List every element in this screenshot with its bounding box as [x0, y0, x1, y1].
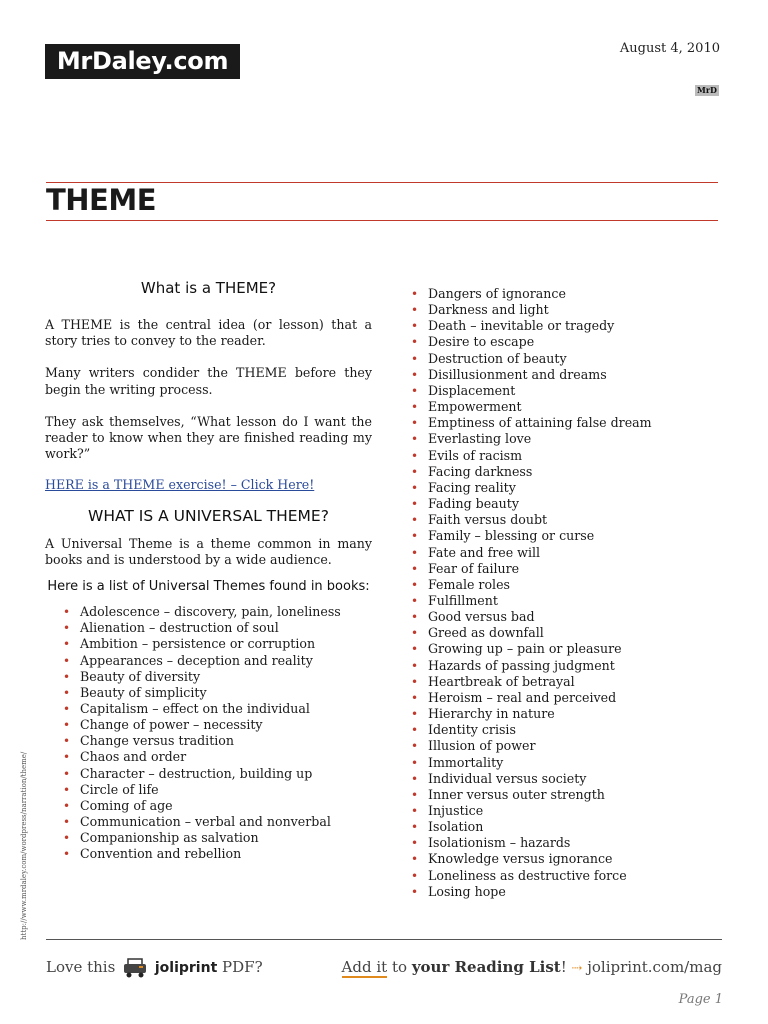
theme-item-text: Appearances – deception and reality	[80, 652, 313, 668]
theme-list-item	[45, 766, 372, 782]
theme-item-text: Growing up – pain or pleasure	[428, 641, 622, 657]
theme-item-text: Beauty of simplicity	[80, 684, 207, 700]
bullet-icon: •	[63, 653, 71, 668]
exclamation-text: !	[560, 958, 567, 976]
theme-item-text: Injustice	[428, 803, 484, 818]
bullet-icon: •	[63, 782, 71, 797]
theme-item-text: Facing darkness	[428, 463, 533, 479]
theme-item-text: Fear of failure	[428, 560, 520, 576]
theme-item-text: Adolescence – discovery, pain, loneliness	[80, 604, 341, 620]
footer-rule	[46, 939, 722, 940]
theme-item-text: Fate and free will	[428, 544, 541, 560]
bullet-icon: •	[411, 820, 419, 835]
theme-list-item	[393, 625, 723, 641]
bullet-icon: •	[411, 707, 419, 722]
theme-list-item	[393, 851, 723, 867]
theme-item-text: Illusion of power	[428, 738, 536, 754]
theme-exercise-link[interactable]: HERE is a THEME exercise! – Click Here!	[45, 477, 315, 493]
theme-item-text: Coming of age	[80, 797, 173, 813]
theme-list-item	[393, 819, 723, 835]
theme-list-item	[393, 480, 723, 496]
page-title: THEME	[46, 183, 157, 217]
bullet-icon: •	[63, 766, 71, 781]
bullet-icon: •	[411, 416, 419, 431]
side-url: http://www.mrdaley.com/wordpress/narration/theme/	[20, 751, 28, 940]
theme-list-item	[393, 415, 723, 431]
joliprint-printer-icon	[122, 958, 148, 978]
bullet-icon: •	[411, 367, 419, 382]
theme-item-text: Immortality	[428, 754, 504, 770]
bullet-icon: •	[411, 448, 419, 463]
theme-list-item	[393, 512, 723, 528]
page-number: Page 1	[678, 992, 723, 1007]
right-theme-list	[393, 286, 723, 900]
theme-item-text: Facing reality	[428, 479, 516, 495]
theme-list-item	[393, 787, 723, 803]
theme-list-item	[45, 749, 372, 765]
theme-list-item	[393, 771, 723, 787]
theme-list-item	[393, 609, 723, 625]
bullet-icon: •	[411, 529, 419, 544]
theme-item-text: Change of power – necessity	[80, 717, 263, 733]
theme-item-text: Convention and rebellion	[80, 846, 242, 862]
dashed-arrow-icon: ⇢	[571, 961, 583, 976]
bullet-icon: •	[411, 319, 419, 334]
theme-list-item	[45, 830, 372, 846]
theme-item-text: Heroism – real and perceived	[428, 689, 617, 705]
theme-item-text: Isolation	[428, 819, 484, 835]
what-is-theme-heading: What is a THEME?	[140, 279, 277, 297]
theme-list-item	[393, 399, 723, 415]
pdf-text: PDF?	[222, 958, 263, 976]
love-text: Love this	[46, 958, 116, 976]
bullet-icon: •	[63, 701, 71, 716]
theme-list-item	[45, 636, 372, 652]
joliprint-brand: joliprint	[154, 960, 218, 976]
theme-list-item	[45, 782, 372, 798]
bullet-icon: •	[63, 831, 71, 846]
bullet-icon: •	[411, 287, 419, 301]
theme-item-text: Female roles	[428, 576, 510, 592]
theme-list-item	[45, 717, 372, 733]
universal-theme-heading: WHAT IS A UNIVERSAL THEME?	[88, 506, 329, 525]
theme-list-item	[393, 884, 723, 900]
theme-list-item	[393, 464, 723, 480]
theme-item-text: Chaos and order	[80, 749, 187, 765]
bullet-icon: •	[411, 432, 419, 447]
theme-item-text: Isolationism – hazards	[428, 835, 571, 851]
theme-item-text: Character – destruction, building up	[80, 765, 313, 781]
theme-list-item	[393, 431, 723, 447]
add-it-link[interactable]: Add it	[341, 958, 388, 976]
site-logo: MrDaley.com	[45, 44, 240, 79]
theme-list-item	[393, 755, 723, 771]
theme-item-text: Hazards of passing judgment	[428, 657, 615, 673]
bullet-icon: •	[63, 637, 71, 652]
bullet-icon: •	[411, 464, 419, 479]
theme-item-text: Communication – verbal and nonverbal	[80, 814, 331, 830]
left-theme-list	[45, 604, 372, 863]
theme-list-item	[393, 448, 723, 464]
bullet-icon: •	[63, 847, 71, 862]
theme-item-text: Companionship as salvation	[80, 830, 259, 846]
publish-date: August 4, 2010	[619, 41, 720, 56]
theme-item-text: Everlasting love	[428, 431, 532, 447]
theme-item-text: Destruction of beauty	[428, 350, 567, 366]
universal-theme-paragraph: A Universal Theme is a theme common in many books and is understood by a wide audience.	[45, 535, 372, 567]
list-intro: Here is a list of Universal Themes found in books:	[47, 579, 370, 595]
theme-list-item	[393, 302, 723, 318]
theme-list-item	[393, 351, 723, 367]
theme-item-text: Fulfillment	[428, 592, 498, 608]
bullet-icon: •	[63, 734, 71, 749]
bullet-icon: •	[411, 868, 419, 883]
theme-list-item	[45, 653, 372, 669]
theme-definition-paragraph: A THEME is the central idea (or lesson) that a story tries to convey to the reader.	[45, 317, 372, 349]
theme-list-item	[45, 846, 372, 862]
theme-list-item	[393, 561, 723, 577]
bullet-icon: •	[411, 497, 419, 512]
theme-list-item	[393, 690, 723, 706]
theme-list-item	[393, 545, 723, 561]
theme-item-text: Darkness and light	[428, 302, 549, 318]
theme-list-item	[393, 528, 723, 544]
bullet-icon: •	[411, 804, 419, 818]
theme-list-item	[393, 658, 723, 674]
bullet-icon: •	[411, 658, 419, 673]
theme-item-text: Alienation – destruction of soul	[80, 620, 279, 636]
bullet-icon: •	[411, 836, 419, 851]
theme-list-item	[393, 722, 723, 738]
theme-list-item	[393, 334, 723, 350]
theme-item-text: Empowerment	[428, 399, 522, 415]
theme-list-item	[45, 669, 372, 685]
theme-item-text: Displacement	[428, 382, 516, 398]
theme-list-item	[45, 798, 372, 814]
theme-list-item	[45, 604, 372, 620]
theme-list-item	[393, 738, 723, 754]
bullet-icon: •	[411, 610, 419, 625]
theme-item-text: Ambition – persistence or corruption	[80, 636, 316, 652]
theme-item-text: Death – inevitable or tragedy	[428, 318, 615, 334]
left-column	[45, 278, 372, 863]
theme-list-item	[393, 706, 723, 722]
theme-item-text: Heartbreak of betrayal	[428, 673, 575, 689]
theme-list-item	[393, 577, 723, 593]
theme-list-item	[393, 674, 723, 690]
theme-item-text: Hierarchy in nature	[428, 706, 555, 722]
writers-paragraph: Many writers condider the THEME before they begin the writing process.	[45, 365, 372, 397]
title-rule-bottom	[46, 220, 718, 221]
bullet-icon: •	[411, 723, 419, 738]
bullet-icon: •	[411, 513, 419, 528]
bullet-icon: •	[411, 884, 419, 899]
bullet-icon: •	[411, 351, 419, 366]
theme-list-item	[45, 814, 372, 830]
theme-item-text: Inner versus outer strength	[428, 786, 605, 802]
theme-item-text: Loneliness as destructive force	[428, 867, 627, 883]
theme-list-item	[393, 868, 723, 884]
bullet-icon: •	[63, 815, 71, 830]
bullet-icon: •	[63, 669, 71, 684]
bullet-icon: •	[63, 621, 71, 636]
bullet-icon: •	[411, 335, 419, 350]
theme-item-text: Fading beauty	[428, 496, 519, 512]
theme-item-text: Knowledge versus ignorance	[428, 851, 613, 867]
theme-list-item	[393, 367, 723, 383]
theme-item-text: Family – blessing or curse	[428, 528, 595, 544]
theme-item-text: Evils of racism	[428, 447, 523, 463]
bullet-icon: •	[411, 400, 419, 415]
bullet-icon: •	[411, 787, 419, 802]
theme-item-text: Circle of life	[80, 781, 159, 797]
bullet-icon: •	[411, 739, 419, 754]
bullet-icon: •	[63, 685, 71, 700]
theme-item-text: Capitalism – effect on the individual	[80, 700, 310, 716]
joliprint-mag-link[interactable]: joliprint.com/mag	[587, 958, 722, 976]
bullet-icon: •	[63, 605, 71, 620]
theme-list-item	[393, 803, 723, 819]
footer	[46, 958, 722, 980]
theme-item-text: Losing hope	[428, 883, 506, 899]
bullet-icon: •	[411, 383, 419, 398]
footer-love	[46, 958, 263, 978]
theme-list-item	[45, 733, 372, 749]
theme-list-item	[393, 496, 723, 512]
theme-list-item	[393, 318, 723, 334]
theme-list-item	[393, 593, 723, 609]
theme-list-item	[45, 685, 372, 701]
bullet-icon: •	[63, 750, 71, 765]
to-text: to	[391, 958, 408, 976]
theme-item-text: Faith versus doubt	[428, 512, 548, 528]
theme-item-text: Change versus tradition	[80, 733, 234, 749]
right-column	[393, 286, 723, 900]
theme-item-text: Emptiness of attaining false dream	[428, 415, 652, 431]
theme-item-text: Dangers of ignorance	[428, 286, 566, 301]
theme-item-text: Individual versus society	[428, 770, 587, 786]
theme-list-item	[45, 620, 372, 636]
question-paragraph: They ask themselves, “What lesson do I want the reader to know when they are finished reading my work?”	[45, 413, 372, 462]
bullet-icon: •	[63, 718, 71, 733]
bullet-icon: •	[411, 480, 419, 495]
bullet-icon: •	[411, 303, 419, 318]
theme-item-text: Beauty of diversity	[80, 668, 201, 684]
theme-list-item	[393, 383, 723, 399]
bullet-icon: •	[411, 852, 419, 867]
bullet-icon: •	[411, 755, 419, 770]
theme-list-item	[393, 835, 723, 851]
bullet-icon: •	[63, 798, 71, 813]
bullet-icon: •	[411, 593, 419, 608]
theme-list-item	[393, 286, 723, 302]
bullet-icon: •	[411, 674, 419, 689]
theme-item-text: Good versus bad	[428, 609, 535, 625]
bullet-icon: •	[411, 771, 419, 786]
theme-item-text: Identity crisis	[428, 722, 516, 738]
theme-item-text: Desire to escape	[428, 334, 535, 350]
bullet-icon: •	[411, 545, 419, 560]
author-badge: MrD	[696, 85, 717, 95]
theme-list-item	[393, 641, 723, 657]
bullet-icon: •	[411, 690, 419, 705]
reading-list-text: your Reading List	[411, 958, 561, 976]
theme-item-text: Disillusionment and dreams	[428, 366, 607, 382]
theme-item-text: Greed as downfall	[428, 625, 544, 641]
footer-reading-list	[342, 958, 722, 976]
bullet-icon: •	[411, 561, 419, 576]
theme-list-item	[45, 701, 372, 717]
bullet-icon: •	[411, 626, 419, 641]
bullet-icon: •	[411, 577, 419, 592]
bullet-icon: •	[411, 642, 419, 657]
